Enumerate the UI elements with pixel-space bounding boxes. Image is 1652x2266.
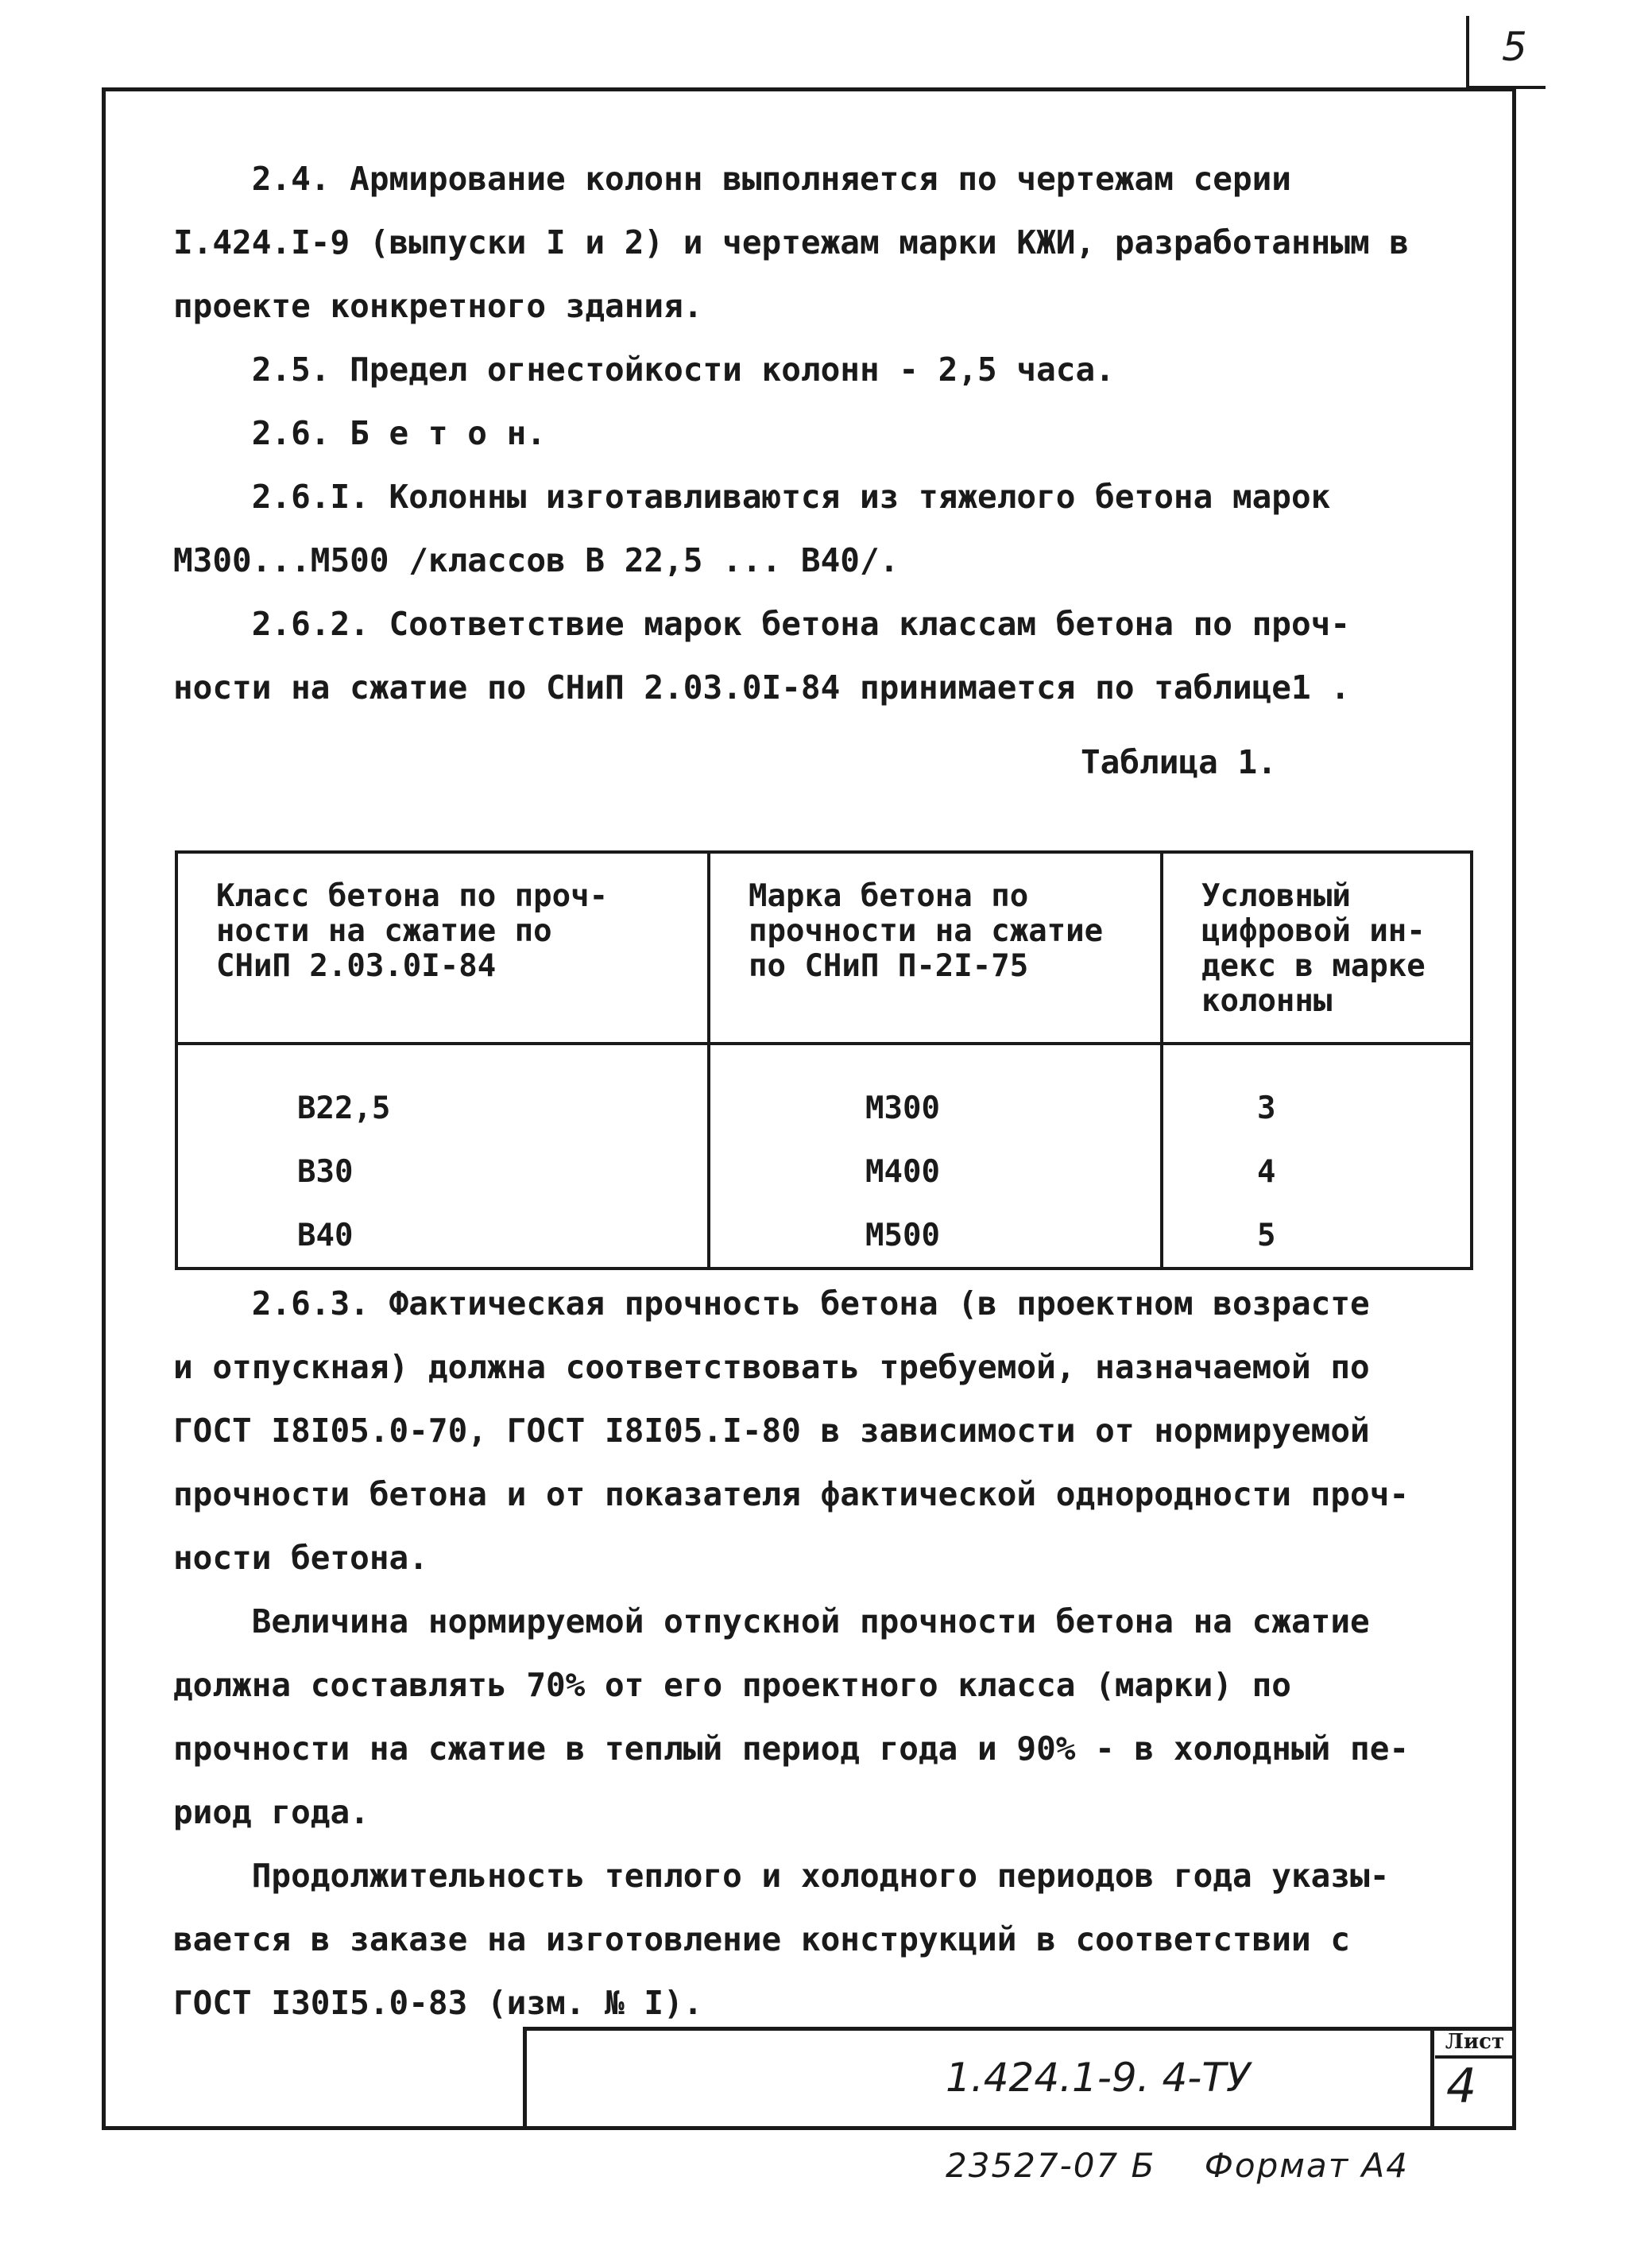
text-line: 2.6.3. Фактическая прочность бетона (в проектном возрасте [173,1284,1370,1323]
table-caption: Таблица 1. [1081,743,1277,781]
table-cell: В40 [176,1203,709,1269]
table-cell: 5 [1162,1203,1472,1269]
text-line: ГОСТ I8I05.0-70, ГОСТ I8I05.I-80 в зависимости от нормируемой [173,1412,1370,1450]
table-cell: 3 [1162,1044,1472,1140]
table-cell: В22,5 [176,1044,709,1140]
text-line: 2.4. Армирование колонн выполняется по чертежам серии [173,160,1291,198]
corner-line-vertical [1466,16,1469,89]
table-cell: М500 [709,1203,1162,1269]
table-header: Марка бетона по прочности на сжатие по СНиП П-2I-75 [709,852,1162,1044]
table-header: Класс бетона по проч- ности на сжатие по СНиП 2.03.0I-84 [176,852,709,1044]
text-line: ности бетона. [173,1539,428,1577]
text-line: прочности бетона и от показателя фактической однородности проч- [173,1475,1410,1513]
text-line: проекте конкретного здания. [173,287,703,325]
text-line: должна составлять 70% от его проектного класса (марки) по [173,1666,1291,1704]
page-number: 5 [1502,24,1527,70]
table-cell: М300 [709,1044,1162,1140]
text-line: I.424.I-9 (выпуски I и 2) и чертежам марки КЖИ, разработанным в [173,223,1410,261]
table-cell: В30 [176,1140,709,1203]
text-line: 2.6.2. Соответствие марок бетона классам бетона по проч- [173,605,1351,643]
text-line: ности на сжатие по СНиП 2.03.0I-84 принимается по таблице1 . [173,668,1351,707]
table-cell: М400 [709,1140,1162,1203]
text-line: М300...М500 /классов В 22,5 ... В40/. [173,541,900,579]
text-line: Величина нормируемой отпускной прочности бетона на сжатие [173,1602,1370,1640]
text-line: 2.6. Б е т о н. [173,414,546,452]
text-line: ГОСТ I30I5.0-83 (изм. № I). [173,1984,703,2022]
text-line: Продолжительность теплого и холодного периодов года указы- [173,1857,1390,1895]
table-cell: 4 [1162,1140,1472,1203]
text-line: 2.6.I. Колонны изготавливаются из тяжелого бетона марок [173,478,1331,516]
document-code: 1.424.1-9. 4-ТУ [946,2055,1251,2101]
table-row [176,1044,1472,1140]
footer-note: 23527-07 Б Формат А4 [946,2146,1409,2185]
text-line: 2.5. Предел огнестойкости колонн - 2,5 часа. [173,351,1115,389]
sheet-number: 4 [1446,2059,1477,2114]
text-line: риод года. [173,1793,369,1831]
table-row [176,1140,1472,1203]
text-line: и отпускная) должна соответствовать требуемой, назначаемой по [173,1348,1370,1386]
text-line: прочности на сжатие в теплый период года и 90% - в холодный пе- [173,1730,1410,1768]
table-header: Условный цифровой ин- декс в марке колонны [1162,852,1472,1044]
text-line: вается в заказе на изготовление конструкций в соответствии с [173,1920,1351,1958]
sheet-label: Лист [1435,2028,1515,2059]
concrete-class-table [175,850,1473,1270]
table-row [176,1203,1472,1269]
